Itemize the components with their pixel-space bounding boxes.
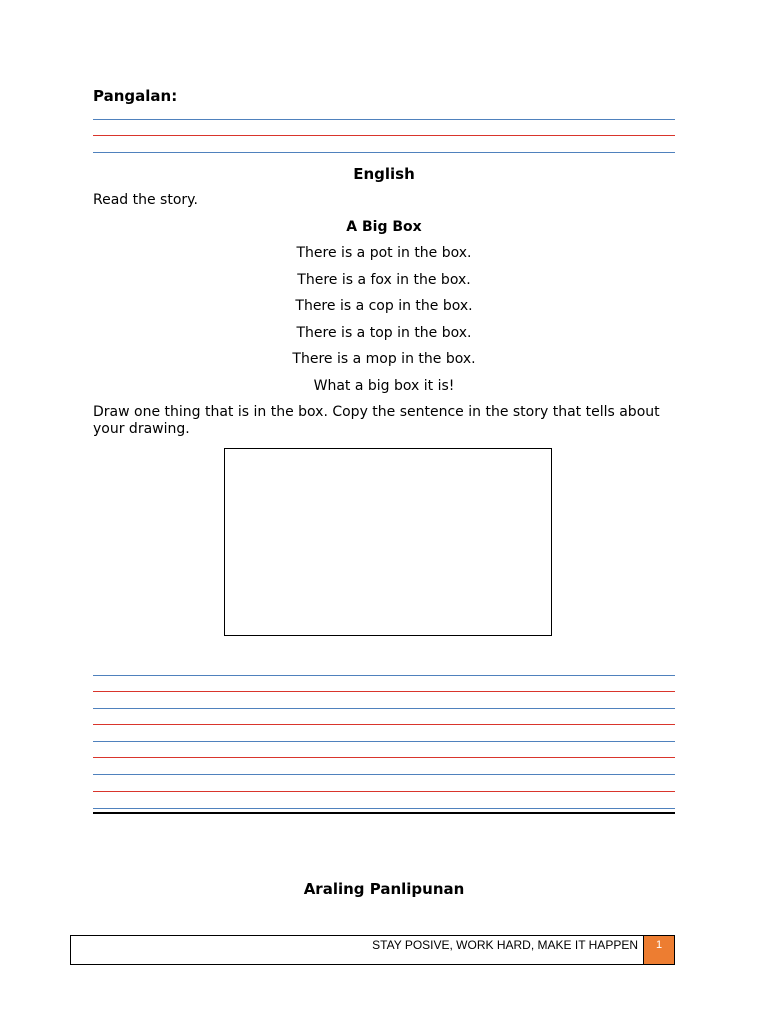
name-writing-line-top[interactable]	[93, 119, 675, 120]
writing-line[interactable]	[93, 774, 675, 775]
writing-line[interactable]	[93, 741, 675, 742]
writing-line[interactable]	[93, 675, 675, 676]
name-writing-line-bottom	[93, 152, 675, 153]
story-line: What a big box it is!	[313, 378, 455, 394]
section-divider	[93, 812, 675, 814]
writing-line[interactable]	[93, 808, 675, 809]
writing-line-guide	[93, 791, 675, 792]
instruction-draw: Draw one thing that is in the box. Copy the sentence in the story that tells about your drawing.	[93, 404, 660, 437]
story-line: There is a fox in the box.	[297, 272, 471, 288]
story-line: There is a mop in the box.	[292, 351, 476, 367]
story-line: There is a cop in the box.	[295, 298, 473, 314]
story-line: There is a top in the box.	[296, 325, 472, 341]
story-line: There is a pot in the box.	[296, 245, 472, 261]
drawing-box[interactable]	[224, 448, 552, 636]
instruction-read: Read the story.	[93, 192, 198, 208]
subject-heading-araling-panlipunan: Araling Panlipunan	[303, 880, 465, 898]
footer	[70, 935, 675, 965]
writing-line-guide	[93, 691, 675, 692]
writing-line[interactable]	[93, 708, 675, 709]
subject-heading-english: English	[353, 165, 415, 183]
story-title: A Big Box	[346, 219, 422, 235]
footer-motto: STAY POSIVE, WORK HARD, MAKE IT HAPPEN	[372, 938, 638, 952]
name-label: Pangalan:	[93, 87, 178, 105]
writing-line-guide	[93, 757, 675, 758]
writing-line-guide	[93, 724, 675, 725]
page-number: 1	[643, 936, 674, 964]
name-writing-line-middle	[93, 135, 675, 136]
